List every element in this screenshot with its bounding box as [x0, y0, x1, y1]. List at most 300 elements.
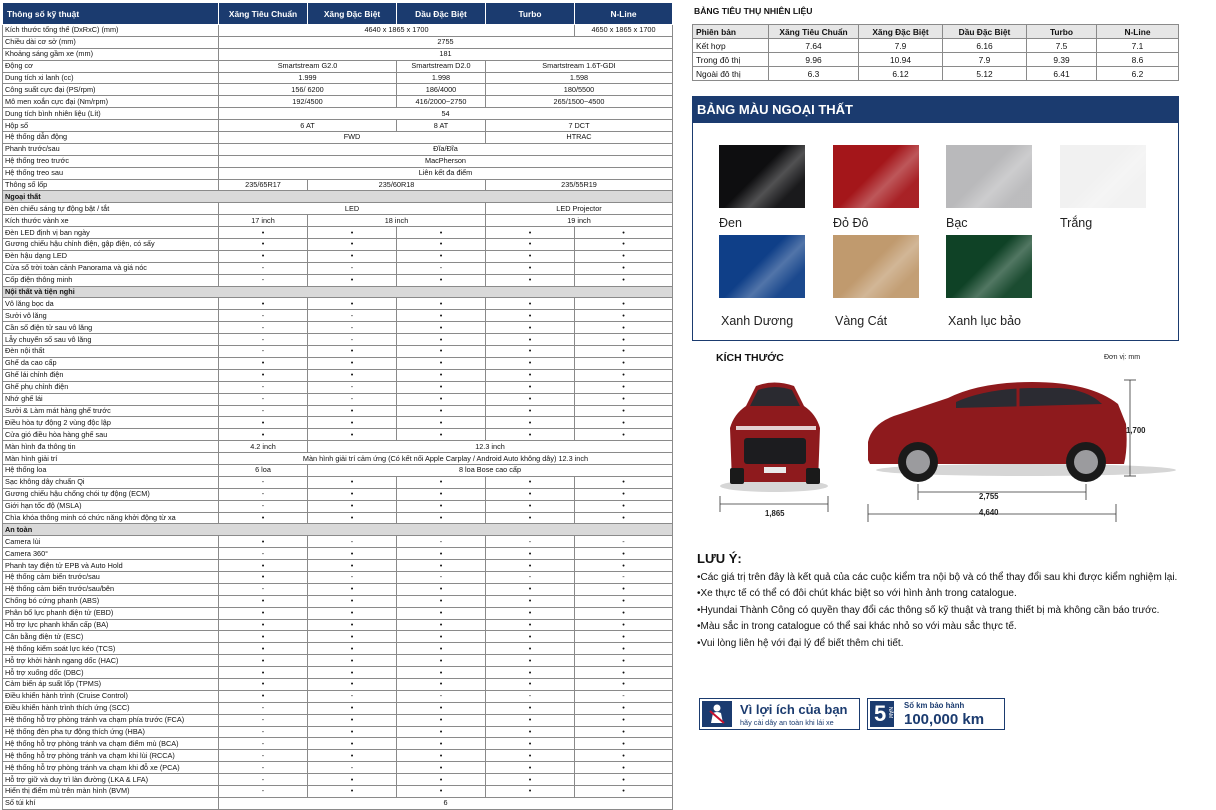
spec-cell: - — [219, 381, 308, 393]
spec-cell: • — [397, 631, 486, 643]
spec-section-title: Ngoại thất — [3, 191, 673, 203]
spec-cell: 6 loa — [219, 464, 308, 476]
spec-cell: • — [486, 595, 575, 607]
spec-cell: • — [575, 488, 673, 500]
spec-row-label: Giới hạn tốc độ (MSLA) — [3, 500, 219, 512]
spec-cell: • — [219, 560, 308, 572]
spec-cell: - — [486, 690, 575, 702]
note-item: • Xe thực tế có thể có đôi chút khác biệt so với hình ảnh trong catalogue. — [697, 586, 1187, 602]
spec-row-label: Kích thước tổng thể (DxRxC) (mm) — [3, 25, 219, 37]
spec-row — [3, 393, 673, 405]
spec-cell: • — [575, 667, 673, 679]
spec-row-label: Camera 360° — [3, 548, 219, 560]
spec-cell: • — [308, 369, 397, 381]
color-swatch-label: Đen — [719, 216, 742, 230]
spec-cell: • — [397, 595, 486, 607]
spec-row — [3, 334, 673, 346]
spec-row — [3, 702, 673, 714]
spec-row-label: Số túi khí — [3, 797, 219, 809]
spec-cell: • — [486, 274, 575, 286]
spec-cell: FWD — [219, 132, 486, 144]
fuel-header-row — [693, 25, 1179, 39]
spec-row — [3, 417, 673, 429]
fuel-row — [693, 67, 1179, 81]
spec-cell: • — [397, 738, 486, 750]
width-value: 1,865 — [765, 509, 785, 518]
spec-row — [3, 405, 673, 417]
spec-row — [3, 262, 673, 274]
spec-cell: • — [486, 714, 575, 726]
spec-cell: • — [308, 512, 397, 524]
spec-cell: • — [486, 786, 575, 798]
spec-row — [3, 132, 673, 144]
spec-cell: • — [486, 405, 575, 417]
spec-cell: - — [308, 536, 397, 548]
spec-cell: • — [575, 298, 673, 310]
notes-title: LƯU Ý: — [697, 551, 742, 566]
spec-cell: 181 — [219, 48, 673, 60]
spec-cell: • — [575, 405, 673, 417]
spec-row-label: Hệ thống cảm biến trước/sau — [3, 571, 219, 583]
spec-cell: - — [219, 274, 308, 286]
fuel-cell: 7.1 — [1097, 39, 1179, 53]
spec-cell: 12.3 inch — [308, 441, 673, 453]
spec-cell: 235/55R19 — [486, 179, 673, 191]
spec-cell: - — [486, 536, 575, 548]
spec-cell: - — [219, 500, 308, 512]
spec-cell: • — [397, 298, 486, 310]
spec-cell: • — [486, 738, 575, 750]
color-swatch-label: Trắng — [1060, 216, 1093, 230]
spec-cell: • — [575, 786, 673, 798]
spec-cell: • — [575, 583, 673, 595]
spec-cell: 8 AT — [397, 120, 486, 132]
spec-header-row — [3, 3, 673, 25]
spec-cell: 235/65R17 — [219, 179, 308, 191]
spec-cell: • — [308, 250, 397, 262]
spec-cell: • — [486, 488, 575, 500]
spec-cell: • — [308, 548, 397, 560]
spec-row-label: Công suất cực đại (PS/rpm) — [3, 84, 219, 96]
spec-row-label: Khoảng sáng gầm xe (mm) — [3, 48, 219, 60]
fuel-cell: 6.16 — [943, 39, 1027, 53]
spec-cell: • — [308, 595, 397, 607]
spec-row-label: Hỗ trợ giữ và duy trì làn đường (LKA & LFA) — [3, 774, 219, 786]
spec-row-label: Dung tích bình nhiên liệu (Lít) — [3, 108, 219, 120]
spec-row-label: Kích thước vành xe — [3, 215, 219, 227]
spec-row-label: Nhớ ghế lái — [3, 393, 219, 405]
spec-row — [3, 512, 673, 524]
color-swatch — [1060, 145, 1146, 208]
spec-cell: 7 DCT — [486, 120, 673, 132]
spec-row — [3, 155, 673, 167]
spec-row — [3, 678, 673, 690]
fuel-header-cell: Xăng Đặc Biệt — [859, 25, 943, 39]
color-swatch-label: Đỏ Đô — [833, 216, 869, 230]
spec-cell: • — [308, 500, 397, 512]
spec-cell: • — [575, 678, 673, 690]
spec-row-label: Gương chiếu hậu chống chói tự động (ECM) — [3, 488, 219, 500]
spec-cell: - — [308, 762, 397, 774]
warranty-years-block — [870, 701, 894, 727]
spec-row-label: Hệ thống hỗ trợ phòng tránh va chạm phía trước (FCA) — [3, 714, 219, 726]
spec-section-row — [3, 191, 673, 203]
spec-row — [3, 36, 673, 48]
spec-cell: • — [308, 667, 397, 679]
wheelbase-value: 2,755 — [979, 492, 999, 501]
spec-cell: • — [397, 381, 486, 393]
spec-cell: • — [575, 310, 673, 322]
spec-cell: • — [575, 774, 673, 786]
spec-cell: • — [308, 774, 397, 786]
spec-cell: 186/4000 — [397, 84, 486, 96]
spec-cell: Liên kết đa điểm — [219, 167, 673, 179]
spec-cell: • — [575, 607, 673, 619]
spec-cell: • — [575, 702, 673, 714]
spec-cell: 265/1500~4500 — [486, 96, 673, 108]
warranty-badge — [867, 698, 1005, 730]
spec-cell: • — [308, 786, 397, 798]
spec-cell: - — [308, 381, 397, 393]
spec-cell: LED Projector — [486, 203, 673, 215]
spec-cell: • — [308, 405, 397, 417]
spec-row — [3, 84, 673, 96]
spec-cell: • — [397, 227, 486, 239]
spec-cell: • — [575, 227, 673, 239]
spec-cell: • — [397, 560, 486, 572]
spec-cell: • — [219, 239, 308, 251]
spec-row — [3, 762, 673, 774]
spec-cell: 180/5500 — [486, 84, 673, 96]
spec-cell: • — [308, 417, 397, 429]
spec-cell: • — [575, 239, 673, 251]
spec-cell: - — [308, 262, 397, 274]
seatbelt-badge — [699, 698, 860, 730]
spec-cell: - — [219, 488, 308, 500]
spec-cell: • — [219, 690, 308, 702]
spec-row — [3, 143, 673, 155]
spec-cell: 416/2000~2750 — [397, 96, 486, 108]
spec-cell: • — [486, 560, 575, 572]
spec-row-label: Màn hình đa thông tin — [3, 441, 219, 453]
fuel-cell: 7.9 — [859, 39, 943, 53]
spec-cell: • — [308, 239, 397, 251]
spec-row — [3, 583, 673, 595]
spec-cell: - — [219, 310, 308, 322]
fuel-cell: 10.94 — [859, 53, 943, 67]
color-swatch-label: Bạc — [946, 216, 968, 230]
color-swatch — [719, 145, 805, 208]
spec-cell: - — [219, 393, 308, 405]
fuel-header-cell: N-Line — [1097, 25, 1179, 39]
spec-cell: • — [486, 512, 575, 524]
fuel-table-title: BẢNG TIÊU THỤ NHIÊN LIỆU — [694, 6, 813, 16]
spec-cell: • — [575, 631, 673, 643]
spec-row-label: Hệ thống treo sau — [3, 167, 219, 179]
spec-cell: • — [486, 298, 575, 310]
spec-section-title: An toàn — [3, 524, 673, 536]
spec-row — [3, 607, 673, 619]
spec-cell: • — [486, 500, 575, 512]
spec-row — [3, 60, 673, 72]
spec-row — [3, 108, 673, 120]
spec-row-label: Thông số lốp — [3, 179, 219, 191]
fuel-cell: 6.12 — [859, 67, 943, 81]
spec-row-label: Màn hình giải trí — [3, 453, 219, 465]
spec-cell: • — [486, 322, 575, 334]
spec-cell: 4.2 inch — [219, 441, 308, 453]
spec-cell: • — [397, 369, 486, 381]
seatbelt-badge-main: Vì lợi ích của bạn — [740, 702, 848, 717]
spec-cell: • — [308, 619, 397, 631]
spec-row — [3, 476, 673, 488]
spec-row-label: Chiều dài cơ sở (mm) — [3, 36, 219, 48]
spec-row — [3, 738, 673, 750]
spec-cell: • — [397, 476, 486, 488]
spec-row — [3, 774, 673, 786]
spec-cell: - — [219, 583, 308, 595]
spec-row — [3, 571, 673, 583]
fuel-row-label: Trong đô thị — [693, 53, 769, 67]
spec-cell: • — [219, 643, 308, 655]
spec-cell: • — [575, 560, 673, 572]
spec-row-label: Hiển thị điểm mù trên màn hình (BVM) — [3, 786, 219, 798]
fuel-cell: 5.12 — [943, 67, 1027, 81]
spec-cell: • — [575, 369, 673, 381]
spec-cell: • — [308, 560, 397, 572]
spec-header-cell: Xăng Tiêu Chuẩn — [219, 3, 308, 25]
fuel-row-label: Kết hợp — [693, 39, 769, 53]
spec-cell: - — [219, 786, 308, 798]
spec-cell: • — [397, 488, 486, 500]
seatbelt-badge-sub: hãy cài dây an toàn khi lái xe — [740, 718, 834, 727]
spec-cell: • — [308, 274, 397, 286]
spec-cell: • — [219, 655, 308, 667]
spec-row — [3, 250, 673, 262]
spec-row-label: Điều khiển hành trình thích ứng (SCC) — [3, 702, 219, 714]
spec-cell: • — [486, 239, 575, 251]
color-swatch — [719, 235, 805, 298]
spec-cell: • — [397, 334, 486, 346]
spec-row — [3, 560, 673, 572]
spec-cell: • — [575, 750, 673, 762]
spec-cell: • — [219, 607, 308, 619]
fuel-cell: 6.41 — [1027, 67, 1097, 81]
spec-cell: • — [575, 619, 673, 631]
spec-row-label: Hệ thống kiểm soát lực kéo (TCS) — [3, 643, 219, 655]
spec-cell: - — [397, 690, 486, 702]
spec-cell: • — [486, 750, 575, 762]
spec-header-cell: N-Line — [575, 3, 673, 25]
warranty-label: Số km bảo hành — [904, 701, 965, 710]
spec-row — [3, 346, 673, 358]
spec-cell: • — [397, 429, 486, 441]
spec-row — [3, 464, 673, 476]
spec-row — [3, 441, 673, 453]
spec-cell: • — [397, 786, 486, 798]
spec-cell: - — [397, 262, 486, 274]
spec-row-label: Gương chiếu hậu chỉnh điện, gập điện, có sấy — [3, 239, 219, 251]
fuel-cell: 6.2 — [1097, 67, 1179, 81]
spec-cell: • — [397, 417, 486, 429]
dimensions-title: KÍCH THƯỚC — [716, 352, 784, 364]
spec-row — [3, 72, 673, 84]
spec-row — [3, 429, 673, 441]
spec-row — [3, 274, 673, 286]
spec-row-label: Chống bó cứng phanh (ABS) — [3, 595, 219, 607]
spec-row — [3, 667, 673, 679]
spec-cell: • — [397, 405, 486, 417]
spec-cell: - — [219, 548, 308, 560]
fuel-header-cell: Dầu Đặc Biệt — [943, 25, 1027, 39]
spec-cell: • — [486, 619, 575, 631]
spec-row-label: Lẫy chuyển số sau vô lăng — [3, 334, 219, 346]
spec-cell: • — [486, 548, 575, 560]
spec-row-label: Phanh tay điện tử EPB và Auto Hold — [3, 560, 219, 572]
spec-row-label: Cửa gió điều hòa hàng ghế sau — [3, 429, 219, 441]
note-item: • Các giá trị trên đây là kết quả của các cuộc kiểm tra nội bộ và có thể thay đổi sau khi được kiểm nghiệm lại. — [697, 570, 1187, 586]
color-swatch — [946, 235, 1032, 298]
spec-cell: • — [486, 262, 575, 274]
height-value: 1,700 — [1126, 426, 1146, 435]
spec-cell: • — [575, 738, 673, 750]
fuel-cell: 7.9 — [943, 53, 1027, 67]
spec-cell: • — [575, 381, 673, 393]
spec-row — [3, 453, 673, 465]
spec-cell: • — [397, 667, 486, 679]
spec-cell: • — [486, 678, 575, 690]
spec-cell: • — [219, 250, 308, 262]
spec-cell: - — [308, 690, 397, 702]
spec-row-label: Vô lăng bọc da — [3, 298, 219, 310]
spec-cell: • — [397, 357, 486, 369]
spec-cell: • — [397, 250, 486, 262]
color-swatch-label: Xanh lục bảo — [948, 314, 1021, 328]
spec-cell: • — [486, 250, 575, 262]
spec-cell: - — [575, 536, 673, 548]
spec-cell: • — [219, 571, 308, 583]
spec-cell: • — [219, 619, 308, 631]
spec-cell: 18 inch — [308, 215, 486, 227]
spec-cell: • — [308, 583, 397, 595]
spec-row — [3, 203, 673, 215]
spec-row-label: Hỗ trợ khởi hành ngang dốc (HAC) — [3, 655, 219, 667]
spec-cell: • — [308, 631, 397, 643]
spec-row-label: Ghế phụ chỉnh điện — [3, 381, 219, 393]
spec-cell: - — [219, 262, 308, 274]
spec-row-label: Ghế da cao cấp — [3, 357, 219, 369]
spec-cell: • — [486, 393, 575, 405]
spec-cell: • — [575, 643, 673, 655]
spec-cell: - — [219, 774, 308, 786]
spec-cell: • — [486, 346, 575, 358]
note-item: • Vui lòng liên hệ với đại lý để biết thêm chi tiết. — [697, 636, 1187, 652]
spec-cell: • — [308, 643, 397, 655]
spec-cell: • — [308, 702, 397, 714]
spec-section-title: Nội thất và tiện nghi — [3, 286, 673, 298]
fuel-cell: 7.64 — [769, 39, 859, 53]
spec-cell: • — [486, 631, 575, 643]
warranty-years-unit: NĂM — [887, 707, 893, 719]
spec-row-label: Đèn hậu dạng LED — [3, 250, 219, 262]
spec-row-label: Sạc không dây chuẩn Qi — [3, 476, 219, 488]
spec-row — [3, 357, 673, 369]
spec-header-cell: Turbo — [486, 3, 575, 25]
spec-cell: • — [219, 357, 308, 369]
seatbelt-icon — [702, 701, 732, 727]
spec-row-label: Hệ thống treo trước — [3, 155, 219, 167]
spec-cell: - — [308, 393, 397, 405]
color-swatch-label: Xanh Dương — [721, 314, 794, 328]
spec-cell: • — [219, 417, 308, 429]
spec-cell: - — [219, 750, 308, 762]
spec-cell: • — [397, 655, 486, 667]
spec-cell: • — [308, 726, 397, 738]
spec-cell: 54 — [219, 108, 673, 120]
spec-cell: 235/60R18 — [308, 179, 486, 191]
fuel-table-body — [693, 39, 1179, 81]
spec-cell: - — [575, 690, 673, 702]
spec-cell: • — [219, 369, 308, 381]
fuel-header-cell: Xăng Tiêu Chuẩn — [769, 25, 859, 39]
car-side-view — [868, 380, 1176, 522]
spec-row — [3, 797, 673, 809]
fuel-row-label: Ngoài đô thị — [693, 67, 769, 81]
spec-cell: • — [486, 381, 575, 393]
spec-row-label: Phân bổ lực phanh điện tử (EBD) — [3, 607, 219, 619]
spec-cell: • — [575, 262, 673, 274]
spec-row — [3, 48, 673, 60]
spec-row — [3, 726, 673, 738]
spec-table — [2, 2, 673, 810]
spec-cell: • — [219, 631, 308, 643]
spec-row-label: Hệ thống dẫn động — [3, 132, 219, 144]
spec-cell: • — [575, 655, 673, 667]
color-swatch — [833, 235, 919, 298]
spec-cell: • — [308, 429, 397, 441]
warranty-years: 5 — [874, 701, 887, 726]
spec-cell: • — [397, 619, 486, 631]
spec-cell: • — [486, 583, 575, 595]
spec-cell: - — [219, 714, 308, 726]
spec-cell: • — [308, 476, 397, 488]
spec-header-cell: Xăng Đặc Biệt — [308, 3, 397, 25]
spec-row-label: Hộp số — [3, 120, 219, 132]
warranty-distance: 100,000 km — [904, 711, 985, 728]
spec-cell: • — [486, 726, 575, 738]
spec-row — [3, 369, 673, 381]
spec-cell: • — [486, 310, 575, 322]
spec-row-label: Cần số điện tử sau vô lăng — [3, 322, 219, 334]
dimensions-unit: Đơn vị: mm — [1104, 354, 1141, 361]
spec-cell: - — [308, 322, 397, 334]
spec-row-label: Hệ thống đèn pha tự động thích ứng (HBA) — [3, 726, 219, 738]
spec-row-label: Sưởi vô lăng — [3, 310, 219, 322]
spec-row — [3, 215, 673, 227]
spec-cell: • — [397, 726, 486, 738]
spec-cell: MacPherson — [219, 155, 673, 167]
spec-cell: • — [308, 655, 397, 667]
spec-cell: • — [486, 429, 575, 441]
spec-row — [3, 488, 673, 500]
spec-cell: • — [397, 393, 486, 405]
spec-cell: • — [397, 750, 486, 762]
fuel-row — [693, 39, 1179, 53]
spec-cell: • — [397, 762, 486, 774]
spec-cell: - — [219, 405, 308, 417]
spec-cell: 6 AT — [219, 120, 397, 132]
spec-cell: 17 inch — [219, 215, 308, 227]
